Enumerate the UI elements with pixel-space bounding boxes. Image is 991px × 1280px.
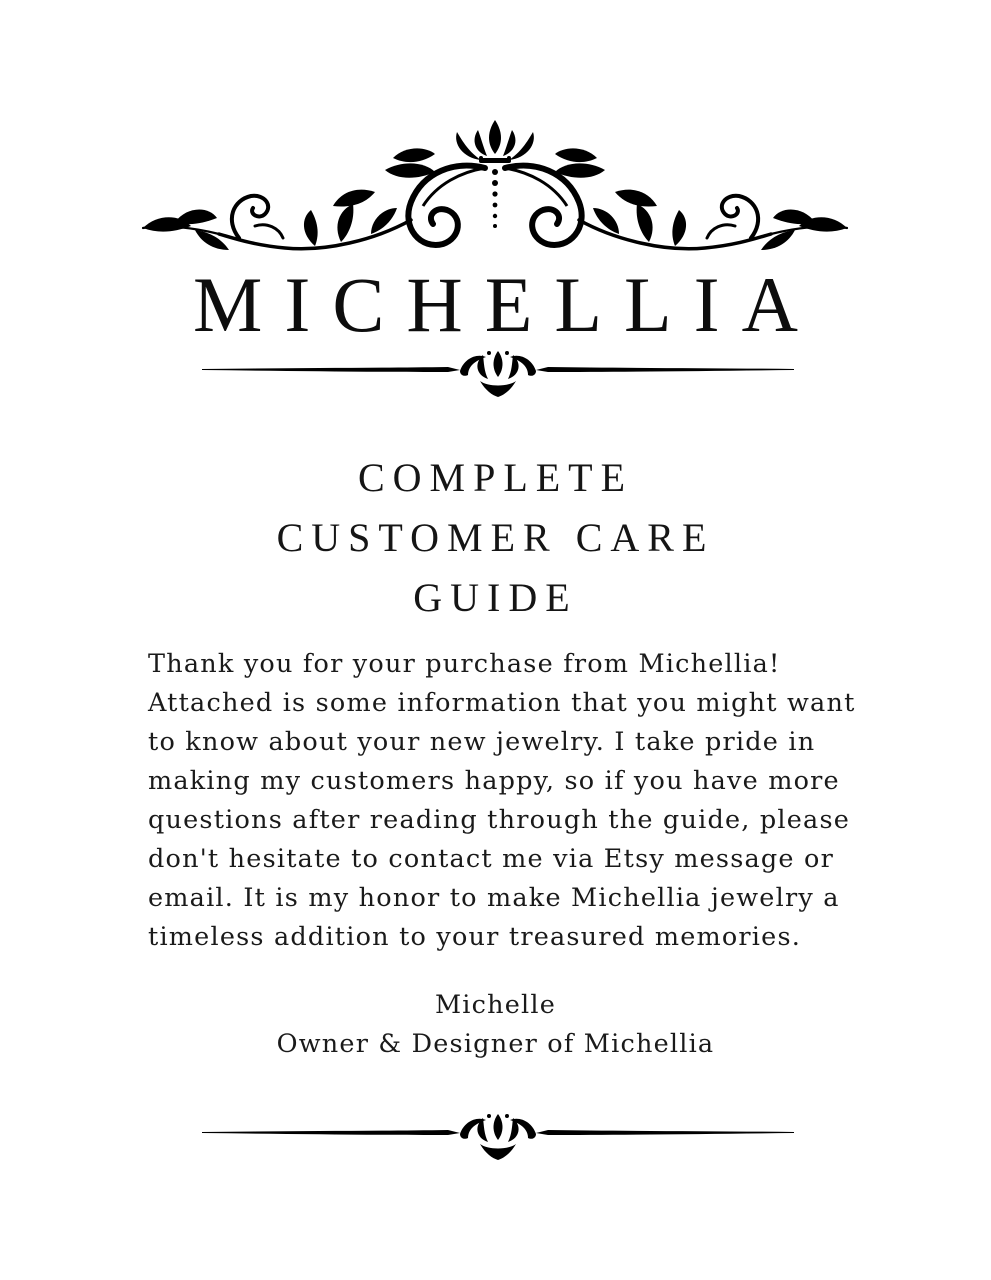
signature-block bbox=[0, 986, 991, 1064]
guide-title bbox=[0, 448, 991, 628]
title-line-2: CUSTOMER CARE bbox=[276, 515, 715, 560]
ornamental-flourish-icon bbox=[135, 110, 856, 260]
signature-role: Owner & Designer of Michellia bbox=[276, 1029, 715, 1059]
signature-name: Michelle bbox=[434, 990, 557, 1020]
title-line-3: GUIDE bbox=[413, 575, 578, 620]
title-line-1: COMPLETE bbox=[357, 455, 634, 500]
michellia-logo bbox=[0, 100, 991, 410]
thank-you-paragraph: Thank you for your purchase from Michellia! Attached is some information that you might want to know about your new jewelry. I take pride in making my customers happy, so if you have more questions after reading through the guide, please don't hesitate to contact me via Etsy message or email. It is my honor to make Michellia jewelry a timeless addition to your treasured memories. bbox=[148, 649, 856, 952]
ornamental-divider-icon bbox=[198, 1108, 798, 1162]
ornamental-divider-icon bbox=[198, 345, 798, 399]
brand-name: MICHELLIA bbox=[193, 261, 820, 348]
